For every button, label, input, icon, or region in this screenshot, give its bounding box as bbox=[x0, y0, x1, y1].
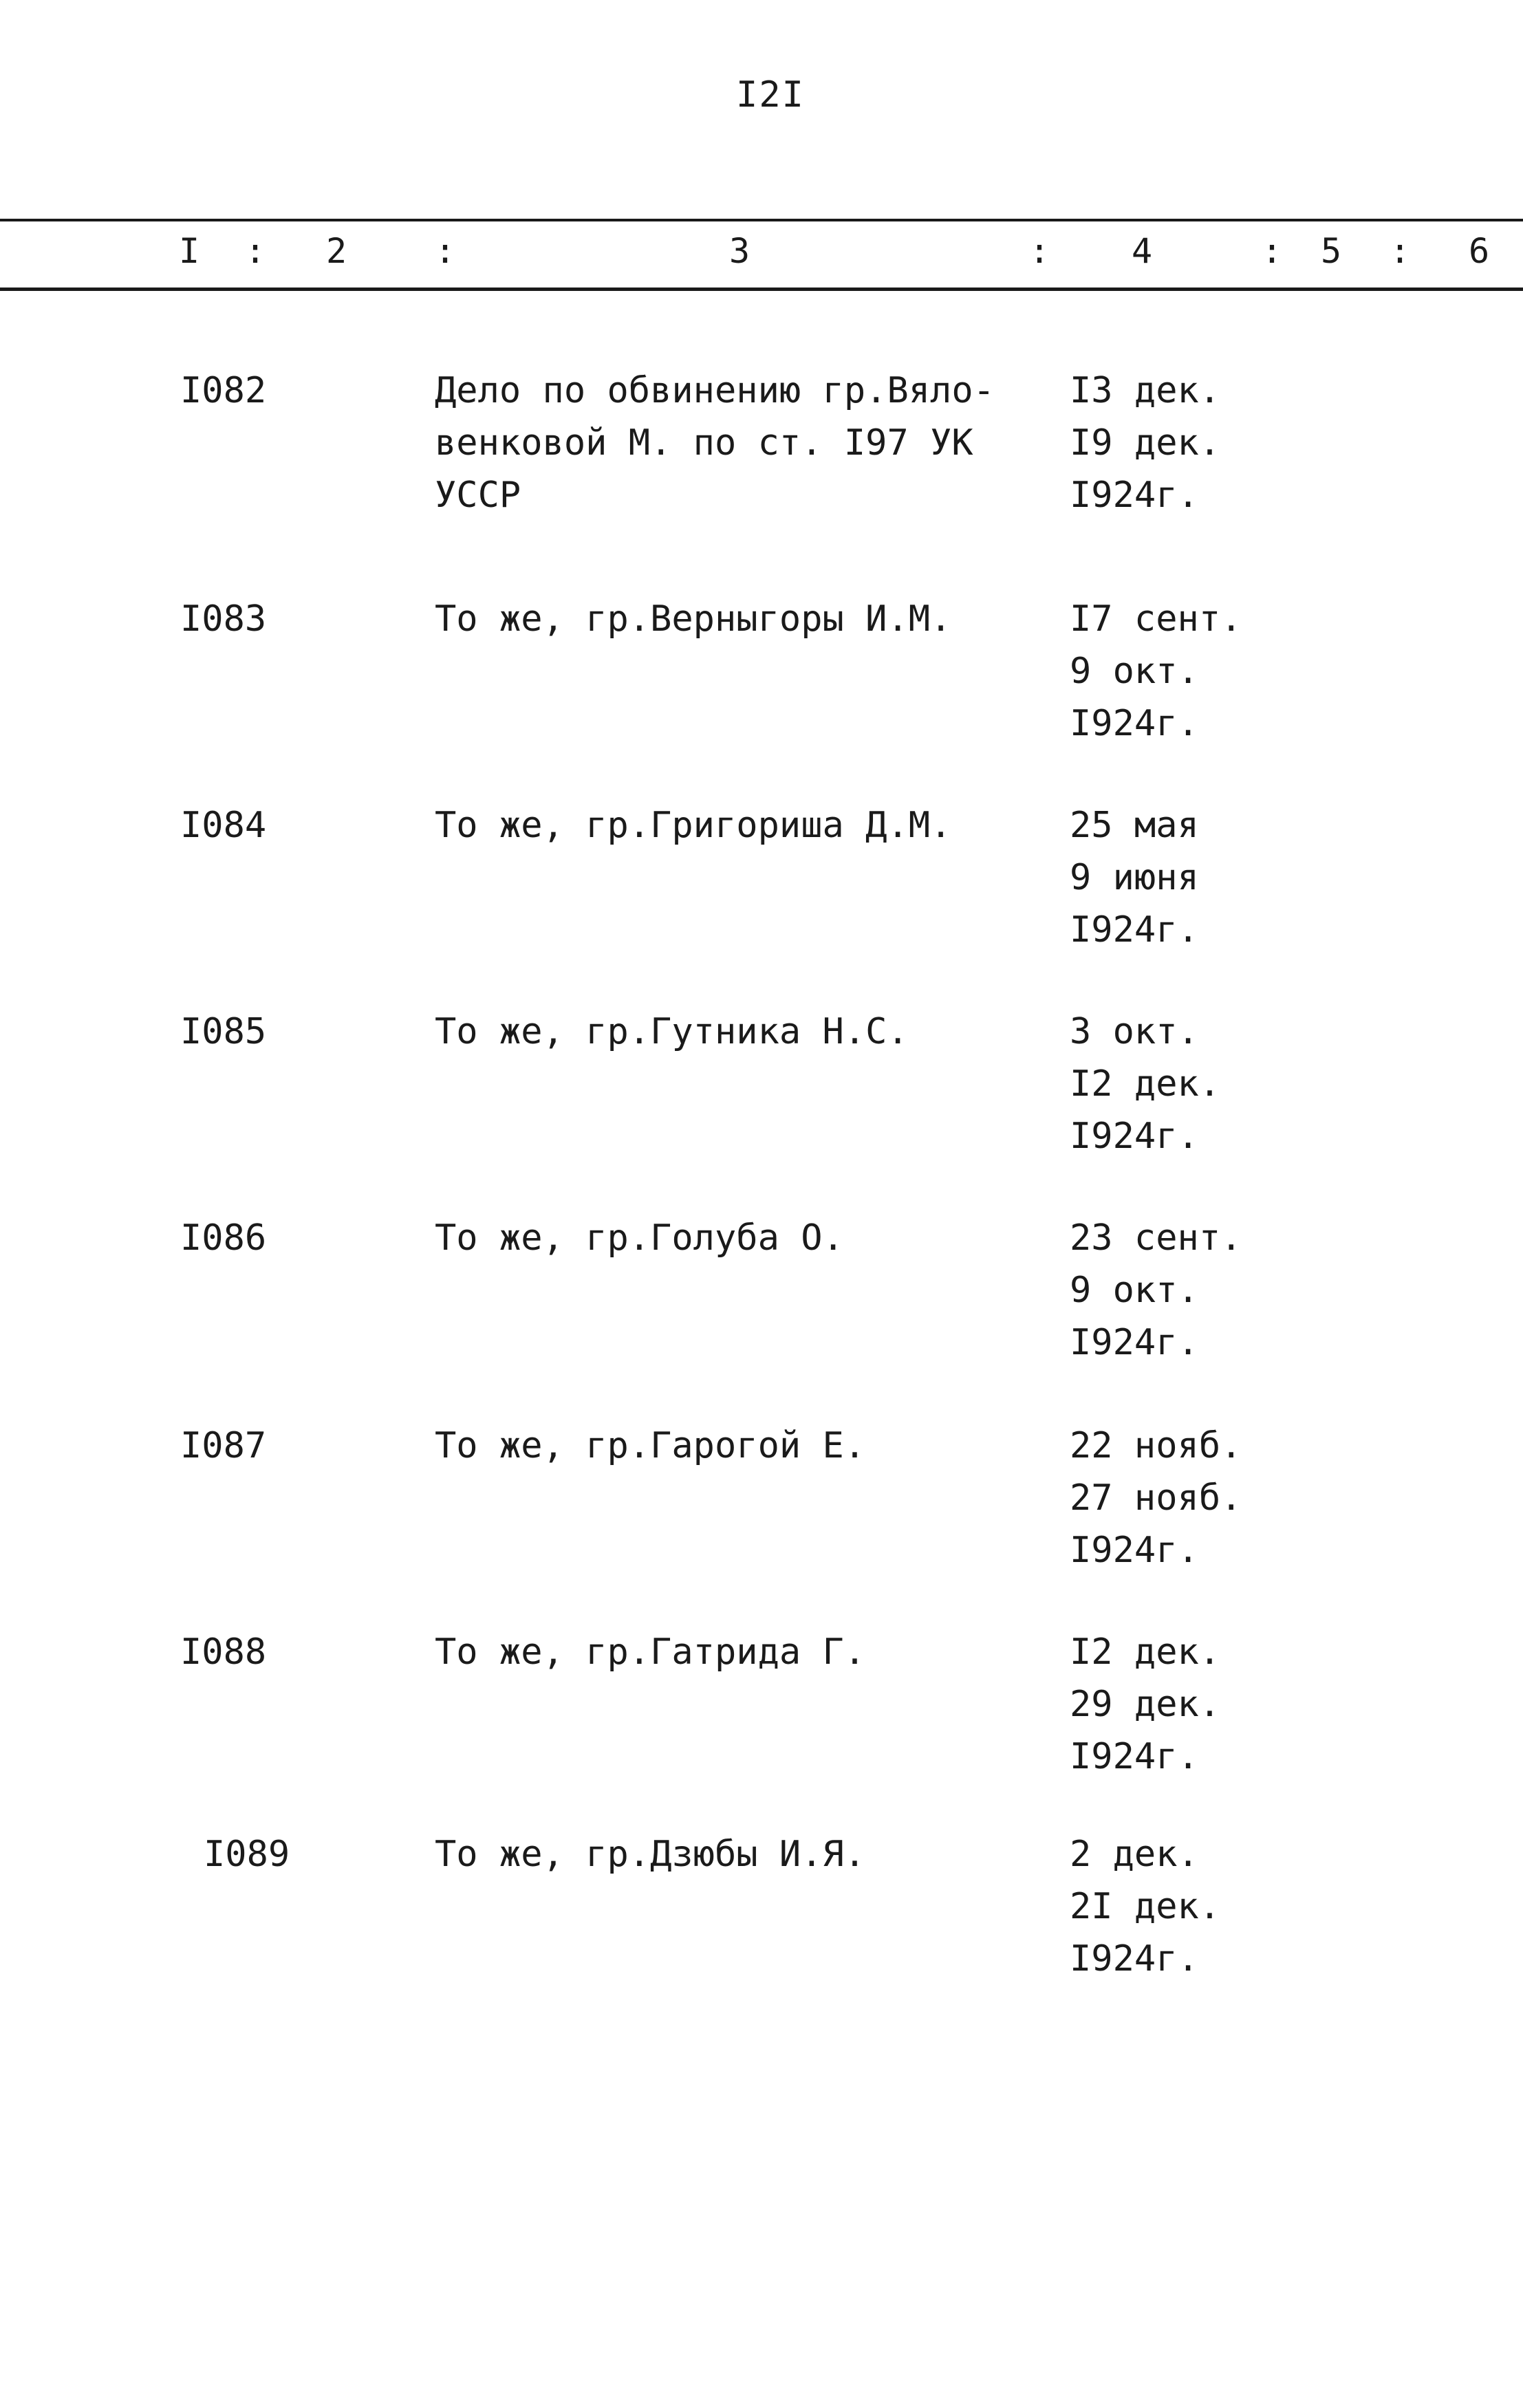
record-date-line: I924г. bbox=[1070, 909, 1199, 951]
record-dates bbox=[1070, 593, 1242, 750]
header-col-6: 6 bbox=[1469, 231, 1490, 271]
record-description: То же, гр.Голуба О. bbox=[435, 1217, 844, 1259]
header-separator: : bbox=[1390, 231, 1411, 271]
record-date-line: 22 нояб. bbox=[1070, 1425, 1242, 1466]
record-description: То же, гр.Григориша Д.М. bbox=[435, 805, 952, 846]
header-col-5: 5 bbox=[1321, 231, 1342, 271]
record-number: I083 bbox=[180, 598, 267, 640]
record-date-line: I2 дек. bbox=[1070, 1063, 1221, 1105]
record-number: I082 bbox=[180, 370, 267, 411]
record-dates bbox=[1070, 1212, 1242, 1369]
header-col-1: I bbox=[179, 231, 200, 271]
record-date-line: I924г. bbox=[1070, 475, 1199, 516]
record-date-line: I924г. bbox=[1070, 1736, 1199, 1777]
record-date-line: I924г. bbox=[1070, 1530, 1199, 1571]
record-date-line: 9 июня bbox=[1070, 857, 1199, 898]
record-dates bbox=[1070, 1626, 1220, 1783]
record-dates bbox=[1070, 365, 1220, 521]
record-date-line: I924г. bbox=[1070, 1938, 1199, 1979]
record-date-line: 2I дек. bbox=[1070, 1886, 1221, 1927]
record-description: То же, гр.Дзюбы И.Я. bbox=[435, 1834, 866, 1875]
record-date-line: 25 мая bbox=[1070, 805, 1199, 846]
page-number: I2I bbox=[736, 74, 805, 116]
record-date-line: I924г. bbox=[1070, 1322, 1199, 1363]
record-date-line: 2 дек. bbox=[1070, 1834, 1199, 1875]
record-date-line: 3 окт. bbox=[1070, 1011, 1199, 1052]
header-separator: : bbox=[245, 231, 266, 271]
record-dates bbox=[1070, 1420, 1242, 1576]
record-date-line: I2 дек. bbox=[1070, 1631, 1221, 1673]
record-description: То же, гр.Гутника Н.С. bbox=[435, 1011, 909, 1052]
record-date-line: I924г. bbox=[1070, 1116, 1199, 1157]
header-col-3: 3 bbox=[729, 231, 750, 271]
record-date-line: 29 дек. bbox=[1070, 1684, 1221, 1725]
record-description: Дело по обвинению гр.Вяло- венковой М. по ст. I97 УК УССР bbox=[435, 370, 995, 516]
header-col-4: 4 bbox=[1132, 231, 1153, 271]
record-number: I088 bbox=[180, 1631, 267, 1673]
header-col-2: 2 bbox=[326, 231, 347, 271]
record-date-line: 27 нояб. bbox=[1070, 1477, 1242, 1519]
record-number: I089 bbox=[204, 1834, 290, 1875]
record-date-line: 23 сент. bbox=[1070, 1217, 1242, 1259]
header-separator: : bbox=[435, 231, 456, 271]
record-number: I084 bbox=[180, 805, 267, 846]
record-date-line: I924г. bbox=[1070, 703, 1199, 744]
record-description: То же, гр.Гатрида Г. bbox=[435, 1631, 866, 1673]
record-number: I085 bbox=[180, 1011, 267, 1052]
record-description: То же, гр.Верныгоры И.М. bbox=[435, 598, 952, 640]
record-dates bbox=[1070, 1828, 1220, 1985]
record-description: То же, гр.Гарогой Е. bbox=[435, 1425, 866, 1466]
record-dates bbox=[1070, 1006, 1220, 1162]
header-separator: : bbox=[1262, 231, 1283, 271]
record-dates bbox=[1070, 799, 1199, 956]
record-date-line: 9 окт. bbox=[1070, 651, 1199, 692]
record-date-line: I3 дек. bbox=[1070, 370, 1221, 411]
header-separator: : bbox=[1029, 231, 1050, 271]
record-number: I087 bbox=[180, 1425, 267, 1466]
record-number: I086 bbox=[180, 1217, 267, 1259]
record-date-line: I7 сент. bbox=[1070, 598, 1242, 640]
record-date-line: I9 дек. bbox=[1070, 422, 1221, 464]
record-date-line: 9 окт. bbox=[1070, 1270, 1199, 1311]
